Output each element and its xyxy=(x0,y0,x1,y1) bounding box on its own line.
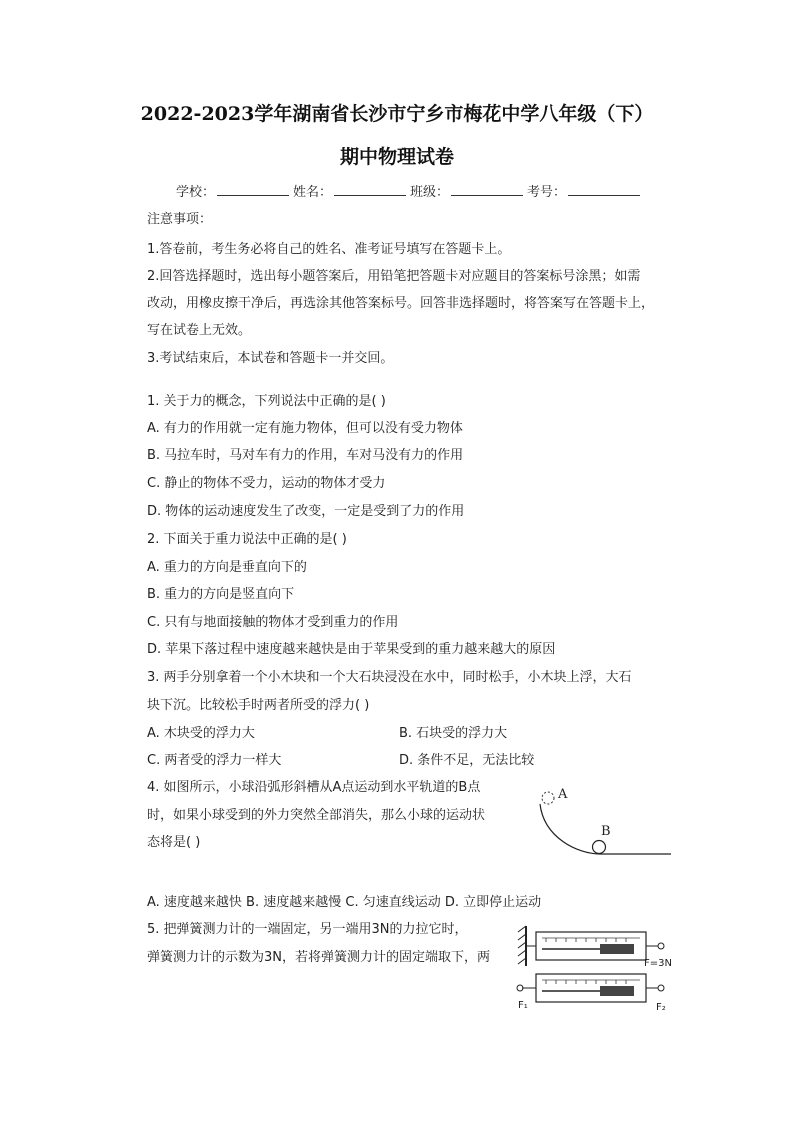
q4-label-b: B xyxy=(601,824,611,839)
school-label: 学校： xyxy=(176,185,216,200)
class-blank[interactable] xyxy=(451,183,523,196)
q1-option-a: A. 有力的作用就一定有施力物体，但可以没有受力物体 xyxy=(147,421,463,436)
q2-option-c: C. 只有与地面接触的物体才受到重力的作用 xyxy=(147,615,399,630)
q4-label-a: A xyxy=(558,787,568,802)
exam-no-label: 考号： xyxy=(527,185,567,200)
q3-stem-line2: 块下沉。比较松手时两者所受的浮力( ) xyxy=(147,698,370,713)
student-info-row xyxy=(176,181,644,200)
name-label: 姓名： xyxy=(293,185,333,200)
q5-scale-top-spring xyxy=(600,944,634,954)
q4-stem-line1: 4. 如图所示，小球沿弧形斜槽从A点运动到水平轨道的B点 xyxy=(147,780,481,795)
q4-curved-track-figure xyxy=(530,780,675,860)
q5-label-f1: F₁ xyxy=(518,1000,528,1011)
q2-stem: 2. 下面关于重力说法中正确的是( ) xyxy=(147,532,347,547)
q4-options: A. 速度越来越快 B. 速度越来越慢 C. 匀速直线运动 D. 立即停止运动 xyxy=(147,895,542,910)
note-2a: 2.回答选择题时，选出每小题答案后，用铅笔把答题卡对应题目的答案标号涂黑；如需 xyxy=(147,269,641,284)
q5-label-f: F=3N xyxy=(644,958,672,969)
school-blank[interactable] xyxy=(217,183,289,196)
q3-option-c: C. 两者受的浮力一样大 xyxy=(147,753,282,768)
q2-option-b: B. 重力的方向是竖直向下 xyxy=(147,587,295,602)
q3-option-a: A. 木块受的浮力大 xyxy=(147,726,255,741)
q3-option-d: D. 条件不足，无法比较 xyxy=(399,753,535,768)
name-blank[interactable] xyxy=(334,183,406,196)
q1-option-d: D. 物体的运动速度发生了改变，一定是受到了力的作用 xyxy=(147,504,465,519)
notes-heading: 注意事项： xyxy=(147,212,213,227)
q5-stem-line2: 弹簧测力计的示数为3N，若将弹簧测力计的固定端取下，两 xyxy=(147,950,490,965)
q5-label-f2: F₂ xyxy=(656,1002,666,1013)
q4-stem-line2: 时，如果小球受到的外力突然全部消失，那么小球的运动状 xyxy=(147,808,486,823)
note-2b: 改动，用橡皮擦干净后，再选涂其他答案标号。回答非选择题时，将答案写在答题卡上， xyxy=(147,296,655,311)
note-2c: 写在试卷上无效。 xyxy=(147,323,252,338)
q1-stem: 1. 关于力的概念，下列说法中正确的是( ) xyxy=(147,394,386,409)
q1-option-c: C. 静止的物体不受力，运动的物体才受力 xyxy=(147,476,386,491)
q4-stem-line3: 态将是( ) xyxy=(147,835,201,850)
q5-spring-scale-figure xyxy=(512,922,682,1016)
q3-option-b: B. 石块受的浮力大 xyxy=(399,726,508,741)
class-label: 班级： xyxy=(410,185,450,200)
q2-option-d: D. 苹果下落过程中速度越来越快是由于苹果受到的重力越来越大的原因 xyxy=(147,642,556,657)
q4-ball-at-b xyxy=(593,841,606,854)
q2-option-a: A. 重力的方向是垂直向下的 xyxy=(147,560,307,575)
exam-title-line1: 2022-2023学年湖南省长沙市宁乡市梅花中学八年级（下） xyxy=(140,103,654,125)
q3-stem-line1: 3. 两手分别拿着一个小木块和一个大石块浸没在水中，同时松手，小木块上浮，大石 xyxy=(147,670,632,685)
q5-scale-bottom-spring xyxy=(600,986,634,996)
q1-option-b: B. 马拉车时，马对车有力的作用，车对马没有力的作用 xyxy=(147,448,464,463)
q5-wall-hatch xyxy=(518,926,526,964)
note-3: 3.考试结束后，本试卷和答题卡一并交回。 xyxy=(147,351,394,366)
note-1: 1.答卷前，考生务必将自己的姓名、准考证号填写在答题卡上。 xyxy=(147,242,511,257)
q4-ball-at-a xyxy=(542,792,554,804)
q5-stem-line1: 5. 把弹簧测力计的一端固定，另一端用3N的力拉它时， xyxy=(147,922,468,937)
exam-no-blank[interactable] xyxy=(568,183,640,196)
exam-title-line2: 期中物理试卷 xyxy=(339,146,454,168)
